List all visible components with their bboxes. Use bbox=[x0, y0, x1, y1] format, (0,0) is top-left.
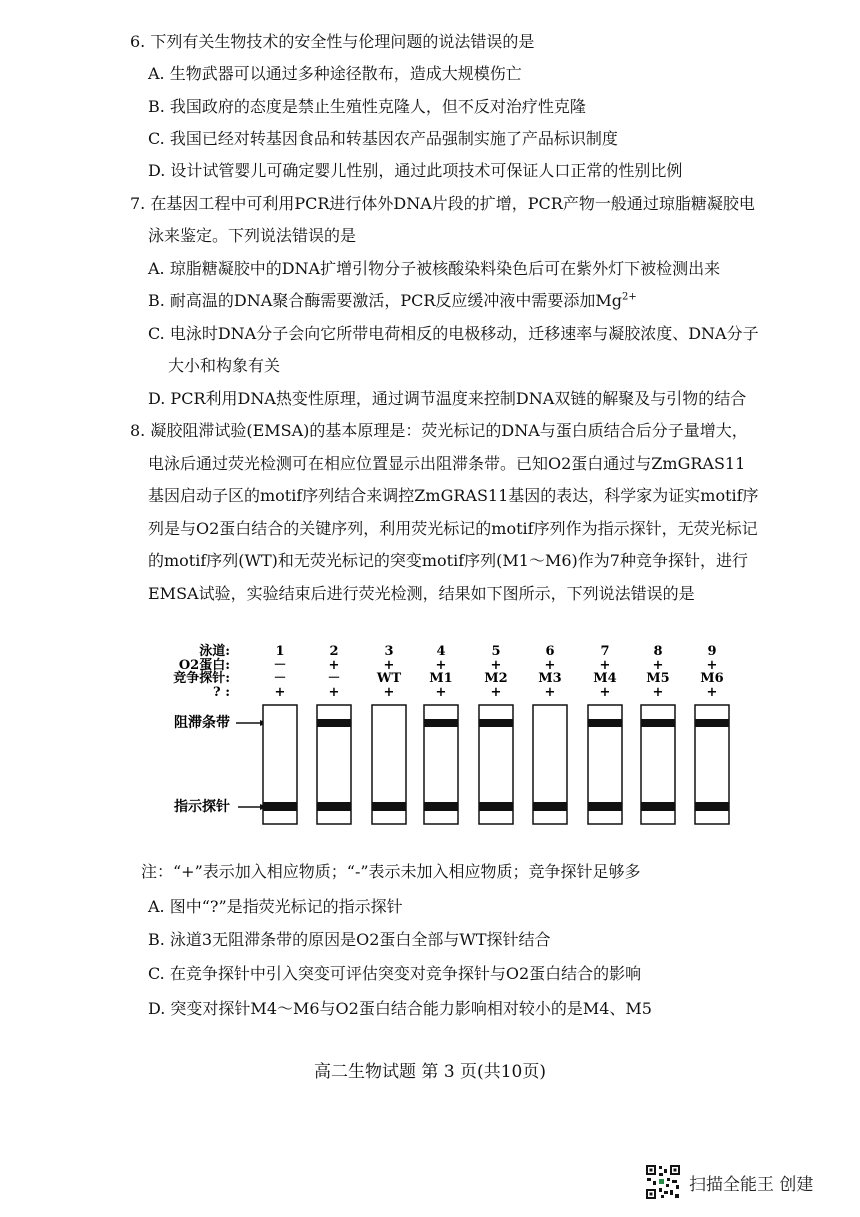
qr-code-icon bbox=[645, 1164, 681, 1200]
q7-option-b-text: B. 耐高温的DNA聚合酶需要激活，PCR反应缓冲液中需要添加Mg bbox=[148, 291, 622, 310]
lane-o2-mark-3: + bbox=[383, 658, 395, 673]
lane-competitor-mark-8: M5 bbox=[646, 671, 670, 686]
q7-option-a: A. 琼脂糖凝胶中的DNA扩增引物分子被核酸染料染色后可在紫外灯下被检测出来 bbox=[148, 259, 721, 278]
q8-note: 注：“+”表示加入相应物质；“-”表示未加入相应物质；竞争探针足够多 bbox=[141, 862, 641, 881]
indicator-probe-band-5 bbox=[479, 802, 513, 811]
lane-question-mark-8: + bbox=[652, 685, 664, 700]
gel-lanes bbox=[263, 644, 729, 824]
row-label-o2-protein: O2蛋白: bbox=[178, 658, 230, 673]
q8-option-a: A. 图中“?”是指荧光标记的指示探针 bbox=[148, 897, 403, 916]
q8-stem-line5: 的motif序列(WT)和无荧光标记的突变motif序列(M1～M6)作为7种竞争探针，进行 bbox=[148, 551, 748, 570]
lane-number-6: 6 bbox=[545, 644, 555, 659]
blocked-band-5 bbox=[479, 719, 513, 727]
indicator-probe-band-6 bbox=[533, 802, 567, 811]
q7-option-b-superscript: 2+ bbox=[622, 291, 637, 303]
q8-stem-line6: EMSA试验，实验结束后进行荧光检测，结果如下图所示，下列说法错误的是 bbox=[148, 584, 695, 603]
lane-competitor-mark-4: M1 bbox=[429, 671, 453, 686]
lane-o2-mark-5: + bbox=[490, 658, 502, 673]
q7-stem-line2: 泳来鉴定。下列说法错误的是 bbox=[148, 226, 357, 245]
q7-stem-line1: 7. 在基因工程中可利用PCR进行体外DNA片段的扩增，PCR产物一般通过琼脂糖凝胶电 bbox=[130, 194, 755, 213]
q7-option-c-line2: 大小和构象有关 bbox=[168, 356, 281, 375]
lane-question-mark-4: + bbox=[435, 685, 447, 700]
scanner-brand-text: 扫描全能王 创建 bbox=[689, 1174, 814, 1195]
indicator-probe-band-9 bbox=[695, 802, 729, 811]
row-label-question: ? : bbox=[213, 685, 230, 700]
blocked-band-9 bbox=[695, 719, 729, 727]
q8-option-c: C. 在竞争探针中引入突变可评估突变对竞争探针与O2蛋白结合的影响 bbox=[148, 964, 642, 983]
q7-option-d: D. PCR利用DNA热变性原理，通过调节温度来控制DNA双链的解聚及与引物的结合 bbox=[148, 389, 747, 408]
indicator-probe-band-1 bbox=[263, 802, 297, 811]
q7-option-b bbox=[148, 290, 637, 312]
lane-competitor-mark-6: M3 bbox=[538, 671, 562, 686]
q8-option-d: D. 突变对探针M4～M6与O2蛋白结合能力影响相对较小的是M4、M5 bbox=[148, 999, 652, 1018]
lane-number-2: 2 bbox=[329, 644, 339, 659]
lane-o2-mark-4: + bbox=[435, 658, 447, 673]
lane-question-mark-9: + bbox=[706, 685, 718, 700]
lane-competitor-mark-2: － bbox=[327, 671, 341, 686]
lane-question-mark-7: + bbox=[599, 685, 611, 700]
lane-o2-mark-1: － bbox=[273, 658, 287, 673]
lane-o2-mark-8: + bbox=[652, 658, 664, 673]
lane-competitor-mark-1: － bbox=[273, 671, 287, 686]
q8-option-b: B. 泳道3无阻滞条带的原因是O2蛋白全部与WT探针结合 bbox=[148, 930, 551, 949]
q6-stem: 6. 下列有关生物技术的安全性与伦理问题的说法错误的是 bbox=[130, 32, 535, 51]
blocked-band-2 bbox=[317, 719, 351, 727]
lane-number-3: 3 bbox=[384, 644, 394, 659]
lane-competitor-mark-9: M6 bbox=[700, 671, 724, 686]
lane-number-7: 7 bbox=[600, 644, 610, 659]
indicator-probe-label: 指示探针 bbox=[174, 799, 230, 815]
q8-stem-line1: 8. 凝胶阻滞试验(EMSA)的基本原理是：荧光标记的DNA与蛋白质结合后分子量增大， bbox=[130, 421, 748, 440]
lane-o2-mark-9: + bbox=[706, 658, 718, 673]
q8-stem-line3: 基因启动子区的motif序列结合来调控ZmGRAS11基因的表达，科学家为证实motif序 bbox=[148, 486, 759, 505]
lane-number-4: 4 bbox=[436, 644, 446, 659]
emsa-gel-diagram bbox=[150, 638, 750, 838]
lane-number-1: 1 bbox=[275, 644, 285, 659]
lane-competitor-mark-5: M2 bbox=[484, 671, 508, 686]
lane-o2-mark-7: + bbox=[599, 658, 611, 673]
indicator-probe-band-3 bbox=[372, 802, 406, 811]
blocked-band-8 bbox=[641, 719, 675, 727]
indicator-probe-band-7 bbox=[588, 802, 622, 811]
lane-number-9: 9 bbox=[707, 644, 717, 659]
lane-question-mark-5: + bbox=[490, 685, 502, 700]
q6-option-a: A. 生物武器可以通过多种途径散布，造成大规模伤亡 bbox=[148, 64, 522, 83]
lane-question-mark-2: + bbox=[328, 685, 340, 700]
lane-o2-mark-6: + bbox=[544, 658, 556, 673]
q8-stem-line2: 电泳后通过荧光检测可在相应位置显示出阻滞条带。已知O2蛋白通过与ZmGRAS11 bbox=[148, 454, 746, 473]
blocked-band-4 bbox=[424, 719, 458, 727]
scanner-watermark bbox=[645, 1165, 813, 1199]
blocked-band-7 bbox=[588, 719, 622, 727]
q6-option-c: C. 我国已经对转基因食品和转基因农产品强制实施了产品标识制度 bbox=[148, 129, 618, 148]
indicator-probe-band-8 bbox=[641, 802, 675, 811]
row-label-lane: 泳道: bbox=[199, 644, 230, 659]
lane-number-5: 5 bbox=[491, 644, 501, 659]
lane-question-mark-1: + bbox=[274, 685, 286, 700]
row-label-competitor-probe: 竞争探针: bbox=[173, 671, 230, 686]
lane-competitor-mark-3: WT bbox=[376, 671, 402, 686]
lane-o2-mark-2: + bbox=[328, 658, 340, 673]
lane-question-mark-6: + bbox=[544, 685, 556, 700]
q8-stem-line4: 列是与O2蛋白结合的关键序列，利用荧光标记的motif序列作为指示探针，无荧光标记 bbox=[148, 519, 758, 538]
lane-question-mark-3: + bbox=[383, 685, 395, 700]
page-footer: 高二生物试题 第 3 页(共10页) bbox=[314, 1062, 546, 1082]
q6-option-b: B. 我国政府的态度是禁止生殖性克隆人，但不反对治疗性克隆 bbox=[148, 97, 586, 116]
lane-number-8: 8 bbox=[653, 644, 663, 659]
lane-competitor-mark-7: M4 bbox=[593, 671, 617, 686]
blocked-band-label: 阻滞条带 bbox=[174, 715, 230, 731]
q7-option-c-line1: C. 电泳时DNA分子会向它所带电荷相反的电极移动，迁移速率与凝胶浓度、DNA分子 bbox=[148, 324, 759, 343]
q6-option-d: D. 设计试管婴儿可确定婴儿性别，通过此项技术可保证人口正常的性别比例 bbox=[148, 161, 683, 180]
emsa-gel-figure bbox=[150, 638, 750, 838]
indicator-probe-band-2 bbox=[317, 802, 351, 811]
indicator-probe-band-4 bbox=[424, 802, 458, 811]
